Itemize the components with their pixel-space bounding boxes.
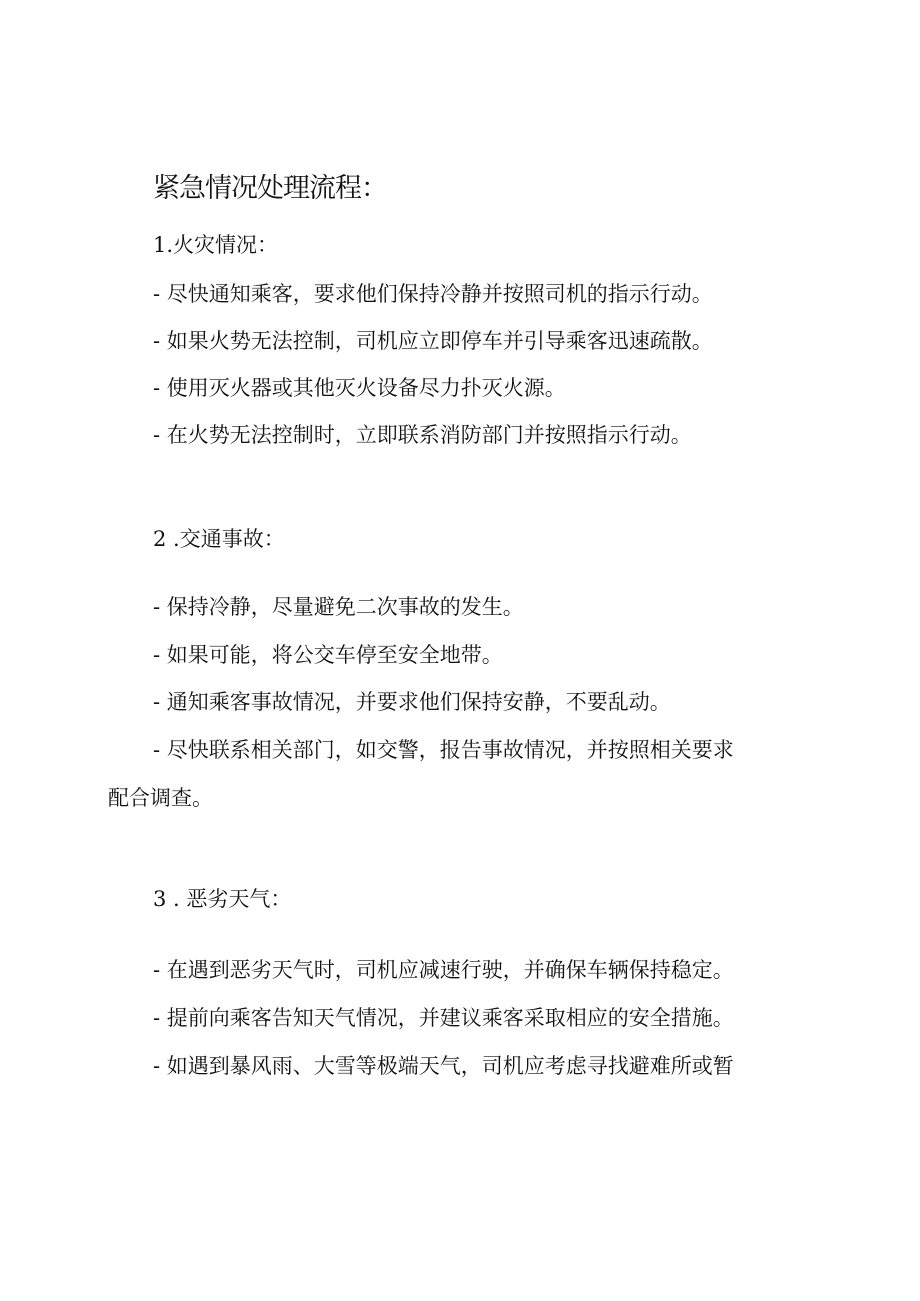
section-3-item-3: - 如遇到暴风雨、大雪等极端天气，司机应考虑寻找避难所或暂 (153, 1054, 734, 1078)
section-3-item-2: - 提前向乘客告知天气情况，并建议乘客采取相应的安全措施。 (153, 1006, 734, 1030)
section-1-item-2: - 如果火势无法控制，司机应立即停车并引导乘客迅速疏散。 (153, 329, 713, 353)
section-1-heading: 1.火灾情况： (153, 233, 279, 257)
document-title: 紧急情况处理流程： (153, 173, 387, 204)
section-2-paragraph-line-2: 配合调查。 (108, 786, 213, 810)
section-3-item-1: - 在遇到恶劣天气时，司机应减速行驶，并确保车辆保持稳定。 (153, 958, 734, 982)
section-1-item-3: - 使用灭火器或其他灭火设备尽力扑灭火源。 (153, 376, 566, 400)
section-2-item-2: - 如果可能，将公交车停至安全地带。 (153, 643, 503, 667)
section-2-paragraph-line-1: - 尽快联系相关部门，如交警，报告事故情况，并按照相关要求 (153, 738, 734, 762)
section-1-item-1: - 尽快通知乘客，要求他们保持冷静并按照司机的指示行动。 (153, 282, 713, 306)
section-2-item-3: - 通知乘客事故情况，并要求他们保持安静，不要乱动。 (153, 690, 671, 714)
section-2-heading: 2 .交通事故： (153, 527, 285, 551)
section-1-item-4: - 在火势无法控制时，立即联系消防部门并按照指示行动。 (153, 423, 692, 447)
section-3-heading: 3 . 恶劣天气： (153, 887, 292, 911)
section-2-item-1: - 保持冷静，尽量避免二次事故的发生。 (153, 595, 524, 619)
